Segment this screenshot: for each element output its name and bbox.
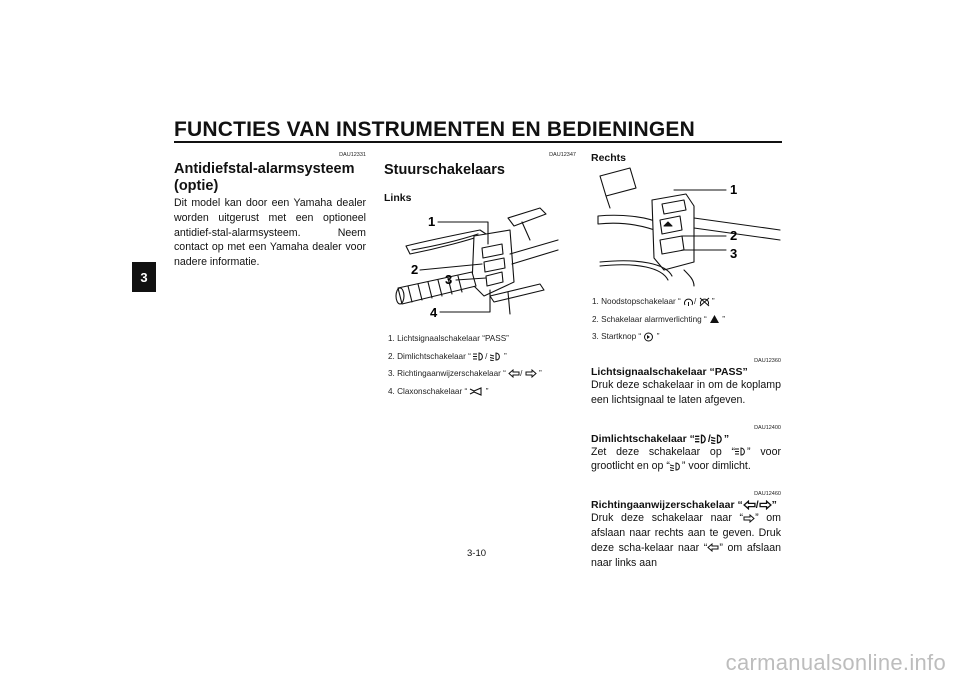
callout-4: 4 — [430, 305, 438, 320]
page-number: 3-10 — [467, 548, 487, 559]
section-code: DAU12400 — [754, 424, 781, 431]
caption-item: 3. Startknop “ ” — [592, 332, 660, 341]
section-body: Druk deze schakelaar naar “ ” om afslaan naar rechts aan te geven. Druk deze scha-kelaar naar “ ” om afslaan naar links aan — [591, 512, 781, 569]
header-rule — [174, 141, 782, 143]
section-heading: Stuurschakelaars — [384, 162, 505, 178]
turn-left-icon — [707, 543, 719, 552]
right-handlebar-illustration — [590, 166, 782, 288]
section-heading: Lichtsignaalschakelaar “PASS” — [591, 366, 748, 378]
caption-item: 1. Noodstopschakelaar “ / ” — [592, 297, 715, 306]
engine-run-icon — [683, 297, 694, 307]
caption-item: 3. Richtingaanwijzerschakelaar “ / ” — [388, 369, 542, 378]
section-code: DAU12460 — [754, 491, 781, 498]
section-code: DAU12331 — [339, 152, 366, 158]
section-heading: Antidiefstal-alarmsysteem (optie) — [174, 161, 355, 194]
engine-stop-icon — [699, 297, 710, 307]
section-body: Dit model kan door een Yamaha dealer worden uitgerust met een optioneel antidief-stal-alarmsysteem. Neem contact op met een Yamaha dealer voor nadere informatie. — [174, 197, 366, 269]
turn-right-icon — [525, 369, 537, 378]
turn-left-icon — [508, 369, 520, 378]
high-beam-icon — [473, 352, 485, 361]
low-beam-icon — [490, 352, 502, 361]
section-heading: Dimlichtschakelaar “ / ” — [591, 432, 730, 445]
callout-3: 3 — [445, 272, 453, 287]
callout-1: 1 — [428, 214, 436, 229]
page-title: FUNCTIES VAN INSTRUMENTEN EN BEDIENINGEN — [174, 118, 695, 141]
column-1 — [174, 152, 366, 270]
section-body: Zet deze schakelaar op “ ” voor grootlicht en op “ ” voor dimlicht. — [591, 445, 781, 473]
callout-2: 2 — [411, 262, 419, 277]
column-3-sections — [591, 358, 781, 570]
low-beam-icon — [670, 462, 682, 471]
caption-item: 2. Schakelaar alarmverlichting “ ” — [592, 314, 725, 324]
left-figure-captions — [388, 330, 578, 400]
section-heading: Richtingaanwijzerschakelaar “ / ” — [591, 499, 777, 512]
caption-item: 4. Claxonschakelaar “ ” — [388, 386, 489, 396]
hazard-icon — [709, 314, 720, 324]
caption-item: 1. Lichtsignaalschakelaar “PASS” — [388, 334, 509, 343]
section-code: DAU12347 — [549, 152, 576, 158]
subsection-heading: Links — [384, 192, 412, 204]
section-code: DAU12360 — [754, 358, 781, 364]
callout-1: 1 — [730, 182, 738, 197]
callout-3: 3 — [730, 246, 738, 261]
subsection-heading: Rechts — [591, 152, 627, 164]
column-2 — [384, 152, 576, 204]
turn-left-icon — [743, 500, 756, 510]
horn-icon — [469, 387, 483, 396]
turn-right-icon — [743, 514, 755, 523]
callout-2: 2 — [730, 228, 738, 243]
high-beam-icon — [695, 434, 708, 444]
chapter-tab: 3 — [132, 262, 156, 292]
start-icon — [643, 332, 654, 342]
watermark: carmanualsonline.info — [725, 650, 946, 675]
right-figure-captions — [592, 293, 782, 346]
turn-right-icon — [759, 500, 772, 510]
section-body: Druk deze schakelaar in om de koplamp een lichtsignaal te laten afgeven. — [591, 379, 781, 406]
low-beam-icon — [711, 434, 724, 444]
high-beam-icon — [735, 447, 747, 456]
caption-item: 2. Dimlichtschakelaar “ / ” — [388, 351, 507, 361]
left-handlebar-illustration — [390, 200, 560, 325]
